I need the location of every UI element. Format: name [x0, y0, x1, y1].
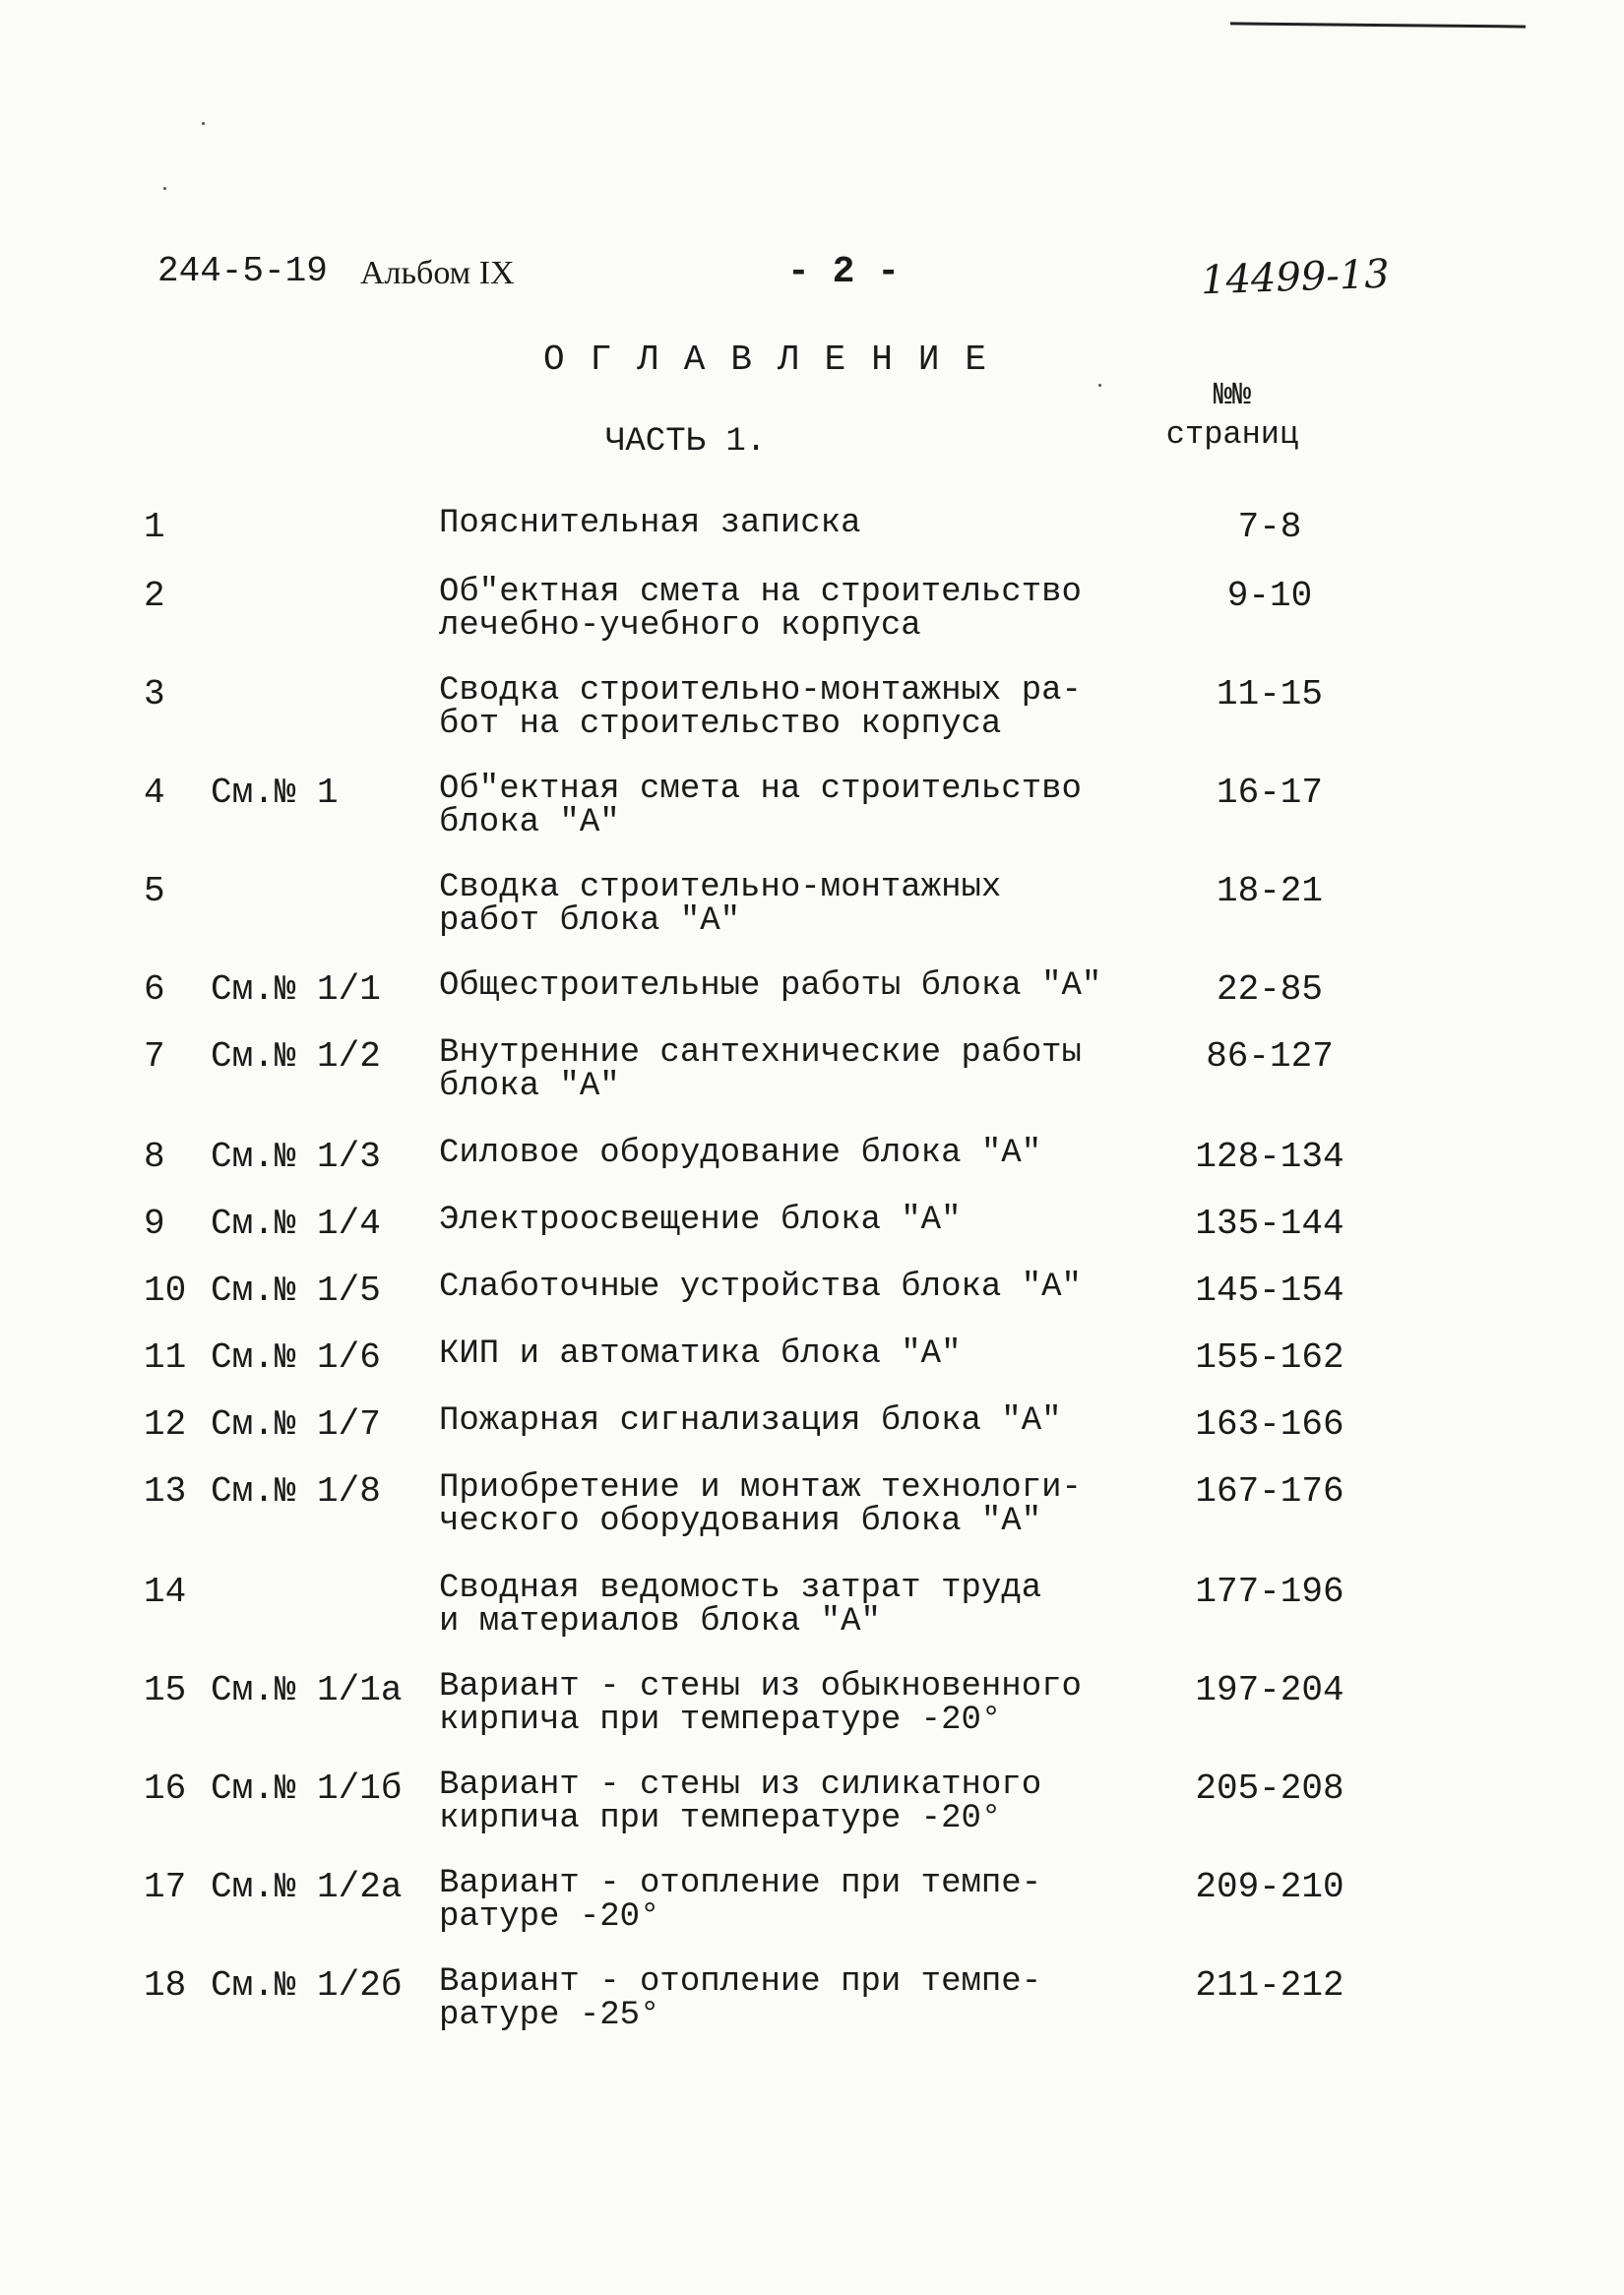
toc-row-title: Вариант - отопление при темпе- ратуре -20° [439, 1865, 1042, 1936]
toc-row-title: Общестроительные работы блока "А" [439, 967, 1102, 1005]
toc-row-pages: 9-10 [1226, 576, 1313, 616]
toc-row-reference: См.№ 1/5 [211, 1271, 381, 1311]
toc-row-title: Вариант - отопление при темпе- ратуре -25° [439, 1963, 1042, 2034]
toc-row-title: Об"ектная смета на строительство лечебно-учебного корпуса [439, 574, 1082, 645]
ink-speck [163, 187, 166, 190]
ink-speck [1098, 384, 1101, 387]
pages-header-numero: №№ [1213, 377, 1252, 413]
toc-row-number: 2 [144, 576, 165, 616]
toc-row-title: КИП и автоматика блока "А" [439, 1335, 962, 1373]
album-label: Альбом IX [360, 255, 515, 291]
toc-title: ОГЛАВЛЕНИЕ [543, 340, 1013, 380]
toc-row-pages: 135-144 [1195, 1204, 1344, 1244]
toc-row-reference: См.№ 1/2а [211, 1867, 403, 1907]
toc-row-pages: 167-176 [1195, 1471, 1344, 1512]
toc-row-number: 10 [144, 1271, 187, 1311]
toc-row-number: 18 [144, 1965, 187, 2006]
toc-row-number: 5 [144, 871, 165, 911]
toc-row-pages: 86-127 [1206, 1036, 1334, 1077]
toc-row-title: Сводка строительно-монтажных ра- бот на строительство корпуса [439, 672, 1082, 743]
handwritten-note: 14499-13 [1200, 251, 1391, 304]
toc-row-pages: 177-196 [1195, 1572, 1344, 1612]
toc-row-number: 16 [144, 1768, 187, 1809]
toc-row-pages: 197-204 [1195, 1670, 1344, 1710]
toc-row-number: 8 [144, 1137, 165, 1177]
page-header [0, 251, 1624, 310]
page-number: - 2 - [787, 251, 901, 293]
top-ink-line [1230, 22, 1526, 28]
toc-row-number: 6 [144, 969, 165, 1010]
ink-speck [202, 122, 205, 125]
toc-row-number: 17 [144, 1867, 187, 1907]
toc-row-reference: См.№ 1/7 [211, 1404, 381, 1445]
toc-row-pages: 22-85 [1216, 969, 1324, 1010]
toc-row-number: 7 [144, 1036, 165, 1077]
pages-column-header [1154, 376, 1311, 455]
toc-row-pages: 205-208 [1195, 1768, 1344, 1809]
toc-row-pages: 145-154 [1195, 1271, 1344, 1311]
toc-row-number: 3 [144, 674, 165, 714]
toc-row-title: Пояснительная записка [439, 505, 861, 542]
toc-row-number: 1 [144, 507, 165, 547]
toc-row-title: Вариант - стены из силикатного кирпича при температуре -20° [439, 1767, 1042, 1837]
toc-row-title: Внутренние сантехнические работы блока "А" [439, 1034, 1082, 1105]
toc-row-reference: См.№ 1/1б [211, 1768, 403, 1809]
toc-row-pages: 16-17 [1216, 773, 1324, 813]
toc-row-pages: 11-15 [1216, 674, 1324, 714]
toc-row-reference: См.№ 1/2б [211, 1965, 403, 2006]
toc-row-title: Сводная ведомость затрат труда и материалов блока "А" [439, 1570, 1042, 1641]
toc-row-number: 11 [144, 1337, 187, 1378]
toc-row-title: Слаботочные устройства блока "А" [439, 1269, 1082, 1306]
toc-row-pages: 155-162 [1195, 1337, 1344, 1378]
toc-row-pages: 163-166 [1195, 1404, 1344, 1445]
toc-row-reference: См.№ 1 [211, 773, 339, 813]
toc-row-reference: См.№ 1/2 [211, 1036, 381, 1077]
toc-row-number: 14 [144, 1572, 187, 1612]
toc-row-title: Вариант - стены из обыкновенного кирпича при температуре -20° [439, 1668, 1082, 1739]
toc-row-reference: См.№ 1/8 [211, 1471, 381, 1512]
toc-row-reference: См.№ 1/3 [211, 1137, 381, 1177]
toc-row-pages: 209-210 [1195, 1867, 1344, 1907]
toc-row-reference: См.№ 1/1а [211, 1670, 403, 1710]
toc-row-number: 4 [144, 773, 165, 813]
part-label: ЧАСТЬ 1. [605, 423, 767, 461]
toc-row-reference: См.№ 1/4 [211, 1204, 381, 1244]
toc-row-pages: 128-134 [1195, 1137, 1344, 1177]
toc-row-pages: 211-212 [1195, 1965, 1344, 2006]
toc-row-number: 9 [144, 1204, 165, 1244]
toc-row-number: 13 [144, 1471, 187, 1512]
toc-row-number: 15 [144, 1670, 187, 1710]
toc-row-pages: 18-21 [1216, 871, 1324, 911]
toc-row-number: 12 [144, 1404, 187, 1445]
toc-row-title: Электроосвещение блока "А" [439, 1202, 962, 1239]
toc-row-reference: См.№ 1/6 [211, 1337, 381, 1378]
toc-row-title: Об"ектная смета на строительство блока "А" [439, 771, 1082, 841]
toc-row-title: Пожарная сигнализация блока "А" [439, 1402, 1062, 1440]
toc-row-title: Сводка строительно-монтажных работ блока "А" [439, 869, 1002, 940]
document-code: 244-5-19 [157, 251, 328, 291]
pages-header-label: страниц [1165, 416, 1299, 453]
toc-row-pages: 7-8 [1237, 507, 1302, 547]
toc-row-reference: См.№ 1/1 [211, 969, 381, 1010]
toc-row-title: Приобретение и монтаж технологи- ческого оборудования блока "А" [439, 1469, 1082, 1540]
toc-row-title: Силовое оборудование блока "А" [439, 1135, 1042, 1172]
